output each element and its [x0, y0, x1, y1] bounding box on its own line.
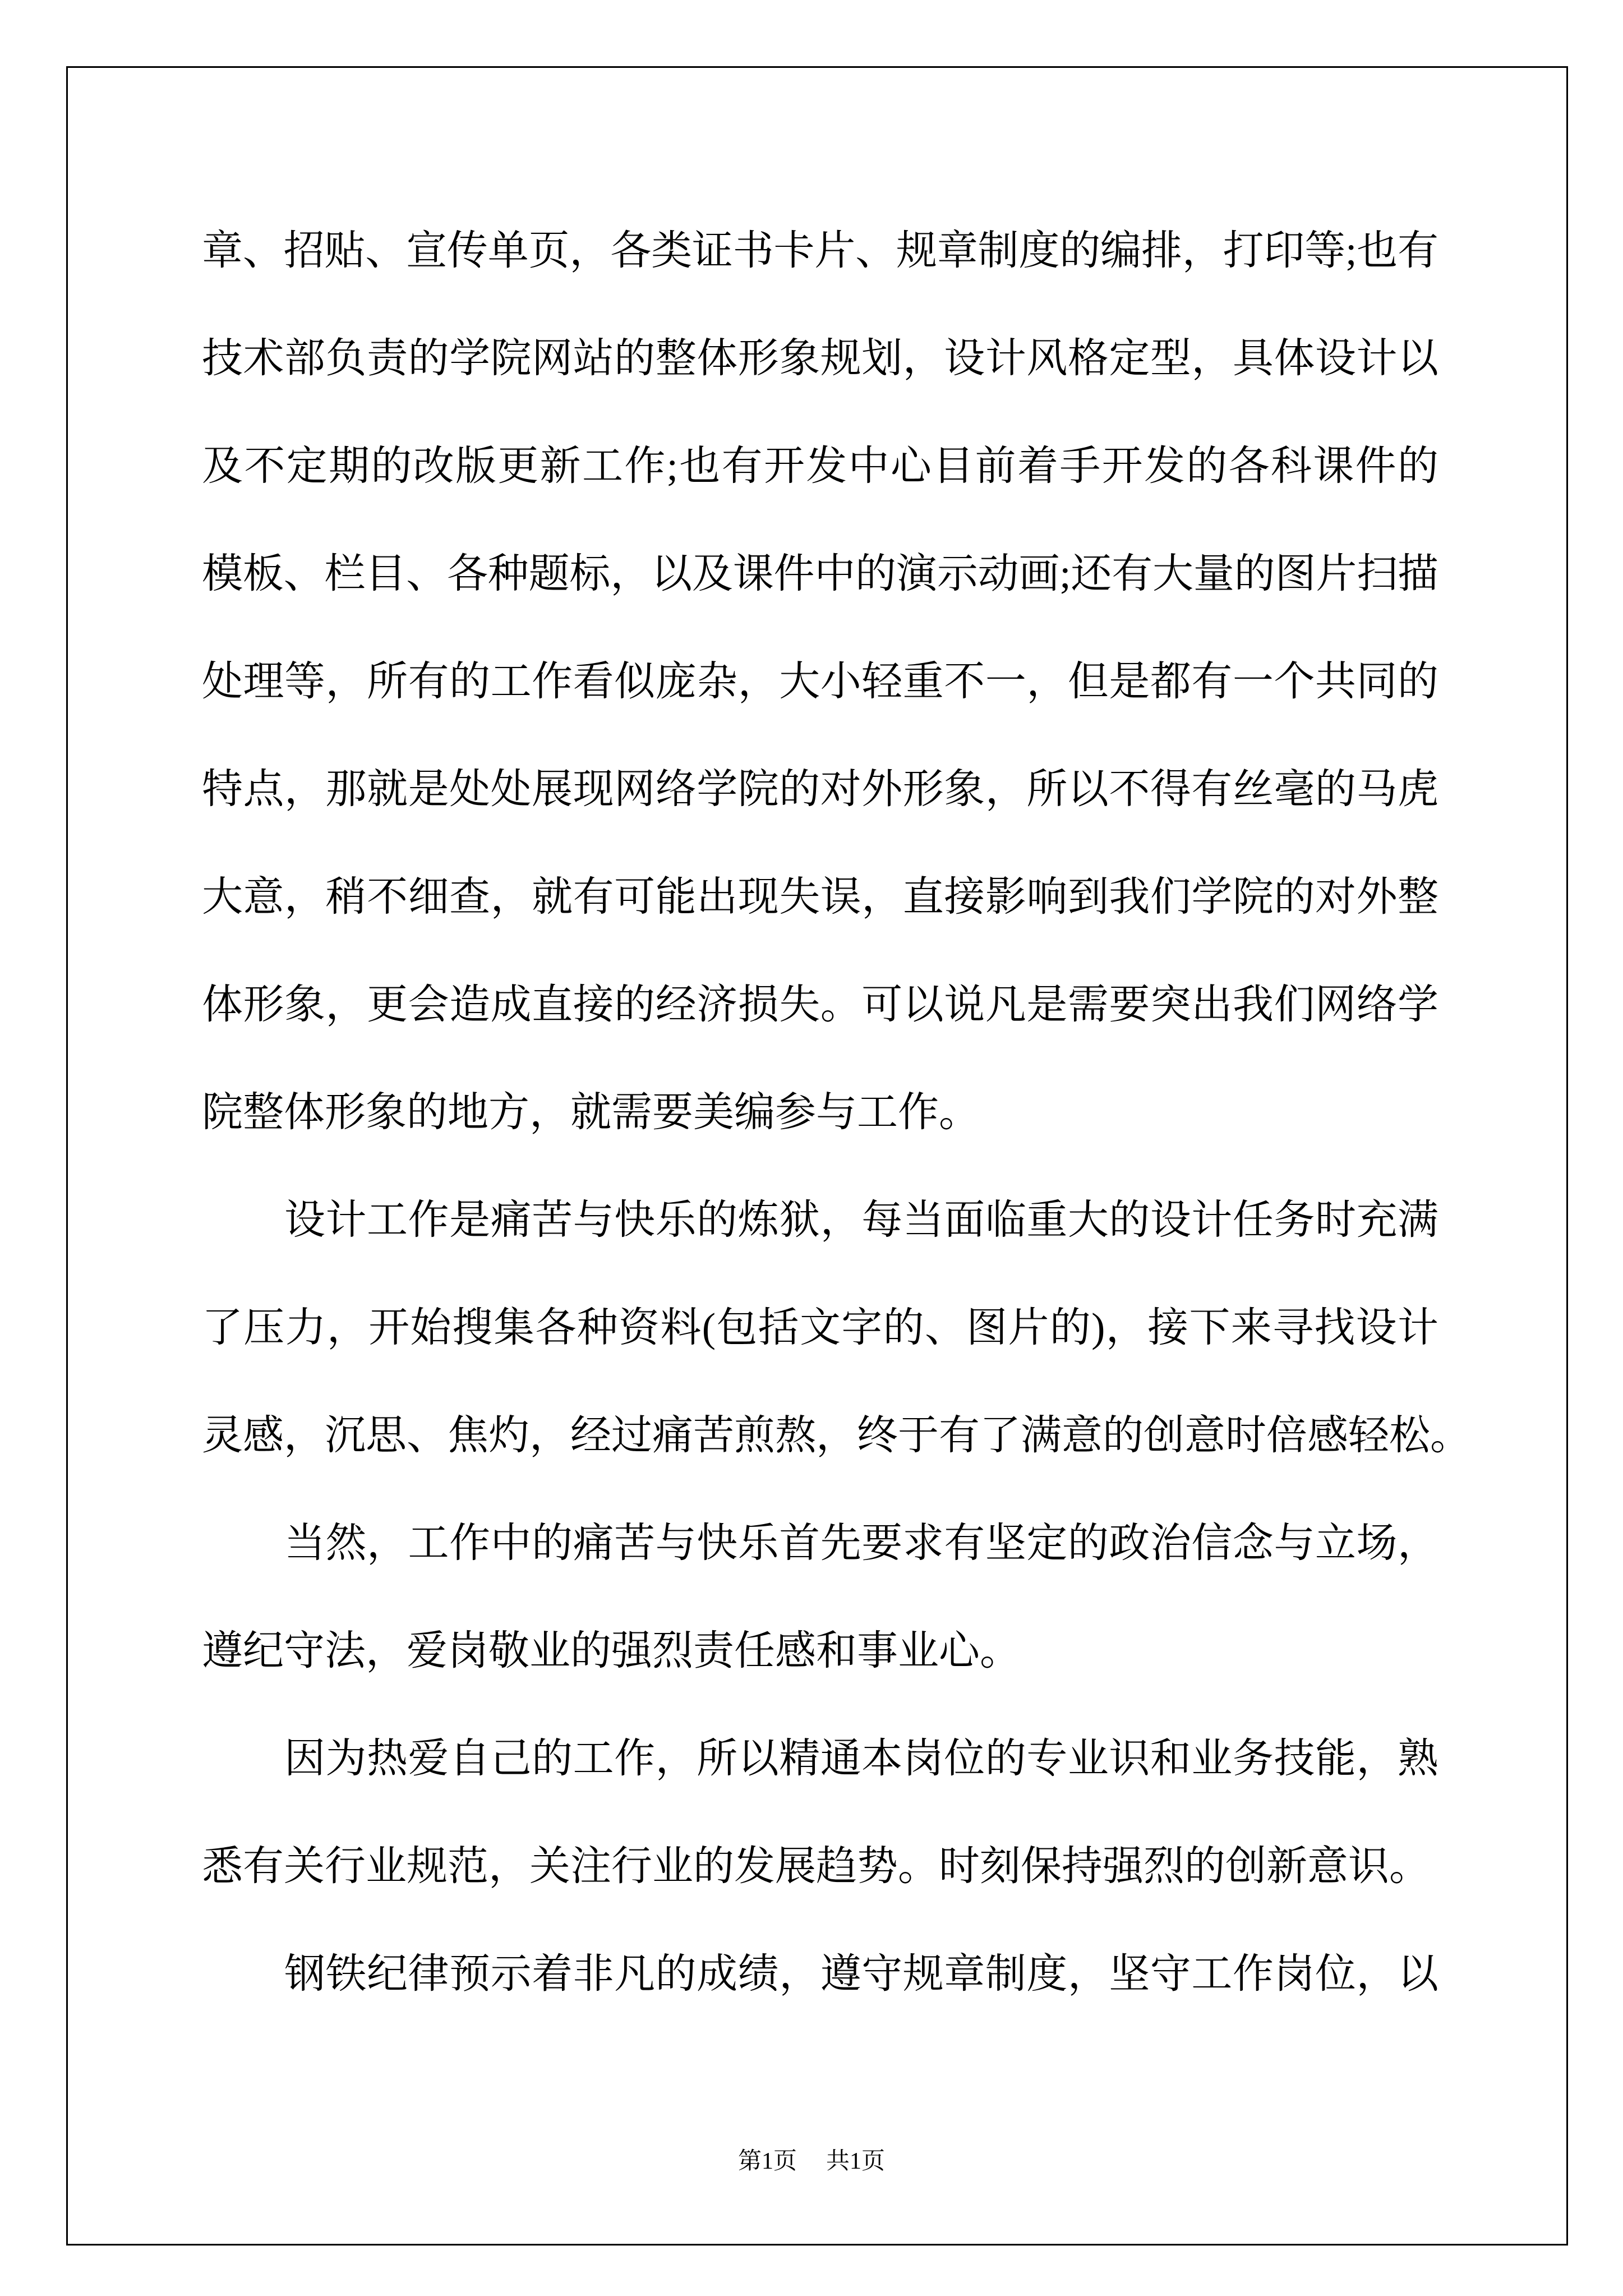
- text-line: 钢铁纪律预示着非凡的成绩，遵守规章制度，坚守工作岗位，以: [284, 1951, 1439, 1996]
- text-line: 因为热爱自己的工作，所以精通本岗位的专业识和业务技能，熟: [284, 1736, 1439, 1781]
- text-line: 当然，工作中的痛苦与快乐首先要求有坚定的政治信念与立场，: [284, 1520, 1439, 1566]
- text-line: 大意，稍不细查，就有可能出现失误，直接影响到我们学院的对外整: [202, 874, 1439, 919]
- text-line: 体形象，更会造成直接的经济损失。可以说凡是需要突出我们网络学: [202, 982, 1439, 1027]
- text-line: 遵纪守法，爱岗敬业的强烈责任感和事业心。: [202, 1628, 1021, 1673]
- text-line: 悉有关行业规范，关注行业的发展趋势。时刻保持强烈的创新意识。: [202, 1843, 1430, 1889]
- page-footer: [0, 2142, 1623, 2181]
- text-line: 特点，那就是处处展现网络学院的对外形象，所以不得有丝毫的马虎: [202, 766, 1439, 812]
- text-line: 灵感，沉思、焦灼，经过痛苦煎熬，终于有了满意的创意时倍感轻松。: [202, 1412, 1471, 1458]
- text-line: 了压力，开始搜集各种资料(包括文字的、图片的)，接下来寻找设计: [202, 1305, 1440, 1350]
- text-line: 章、招贴、宣传单页，各类证书卡片、规章制度的编排，打印等;也有: [202, 228, 1438, 273]
- page-number: 第1页: [737, 2148, 797, 2174]
- text-line: 及不定期的改版更新工作;也有开发中心目前着手开发的各科课件的: [202, 443, 1440, 489]
- text-line: 处理等，所有的工作看似庞杂，大小轻重不一，但是都有一个共同的: [202, 659, 1439, 704]
- text-line: 院整体形象的地方，就需要美编参与工作。: [202, 1089, 980, 1135]
- page-total: 共1页: [826, 2148, 886, 2174]
- text-line: 模板、栏目、各种题标，以及课件中的演示动画;还有大量的图片扫描: [202, 551, 1438, 596]
- text-line: 技术部负责的学院网站的整体形象规划，设计风格定型，具体设计以: [202, 335, 1439, 381]
- text-line: 设计工作是痛苦与快乐的炼狱，每当面临重大的设计任务时充满: [284, 1197, 1439, 1243]
